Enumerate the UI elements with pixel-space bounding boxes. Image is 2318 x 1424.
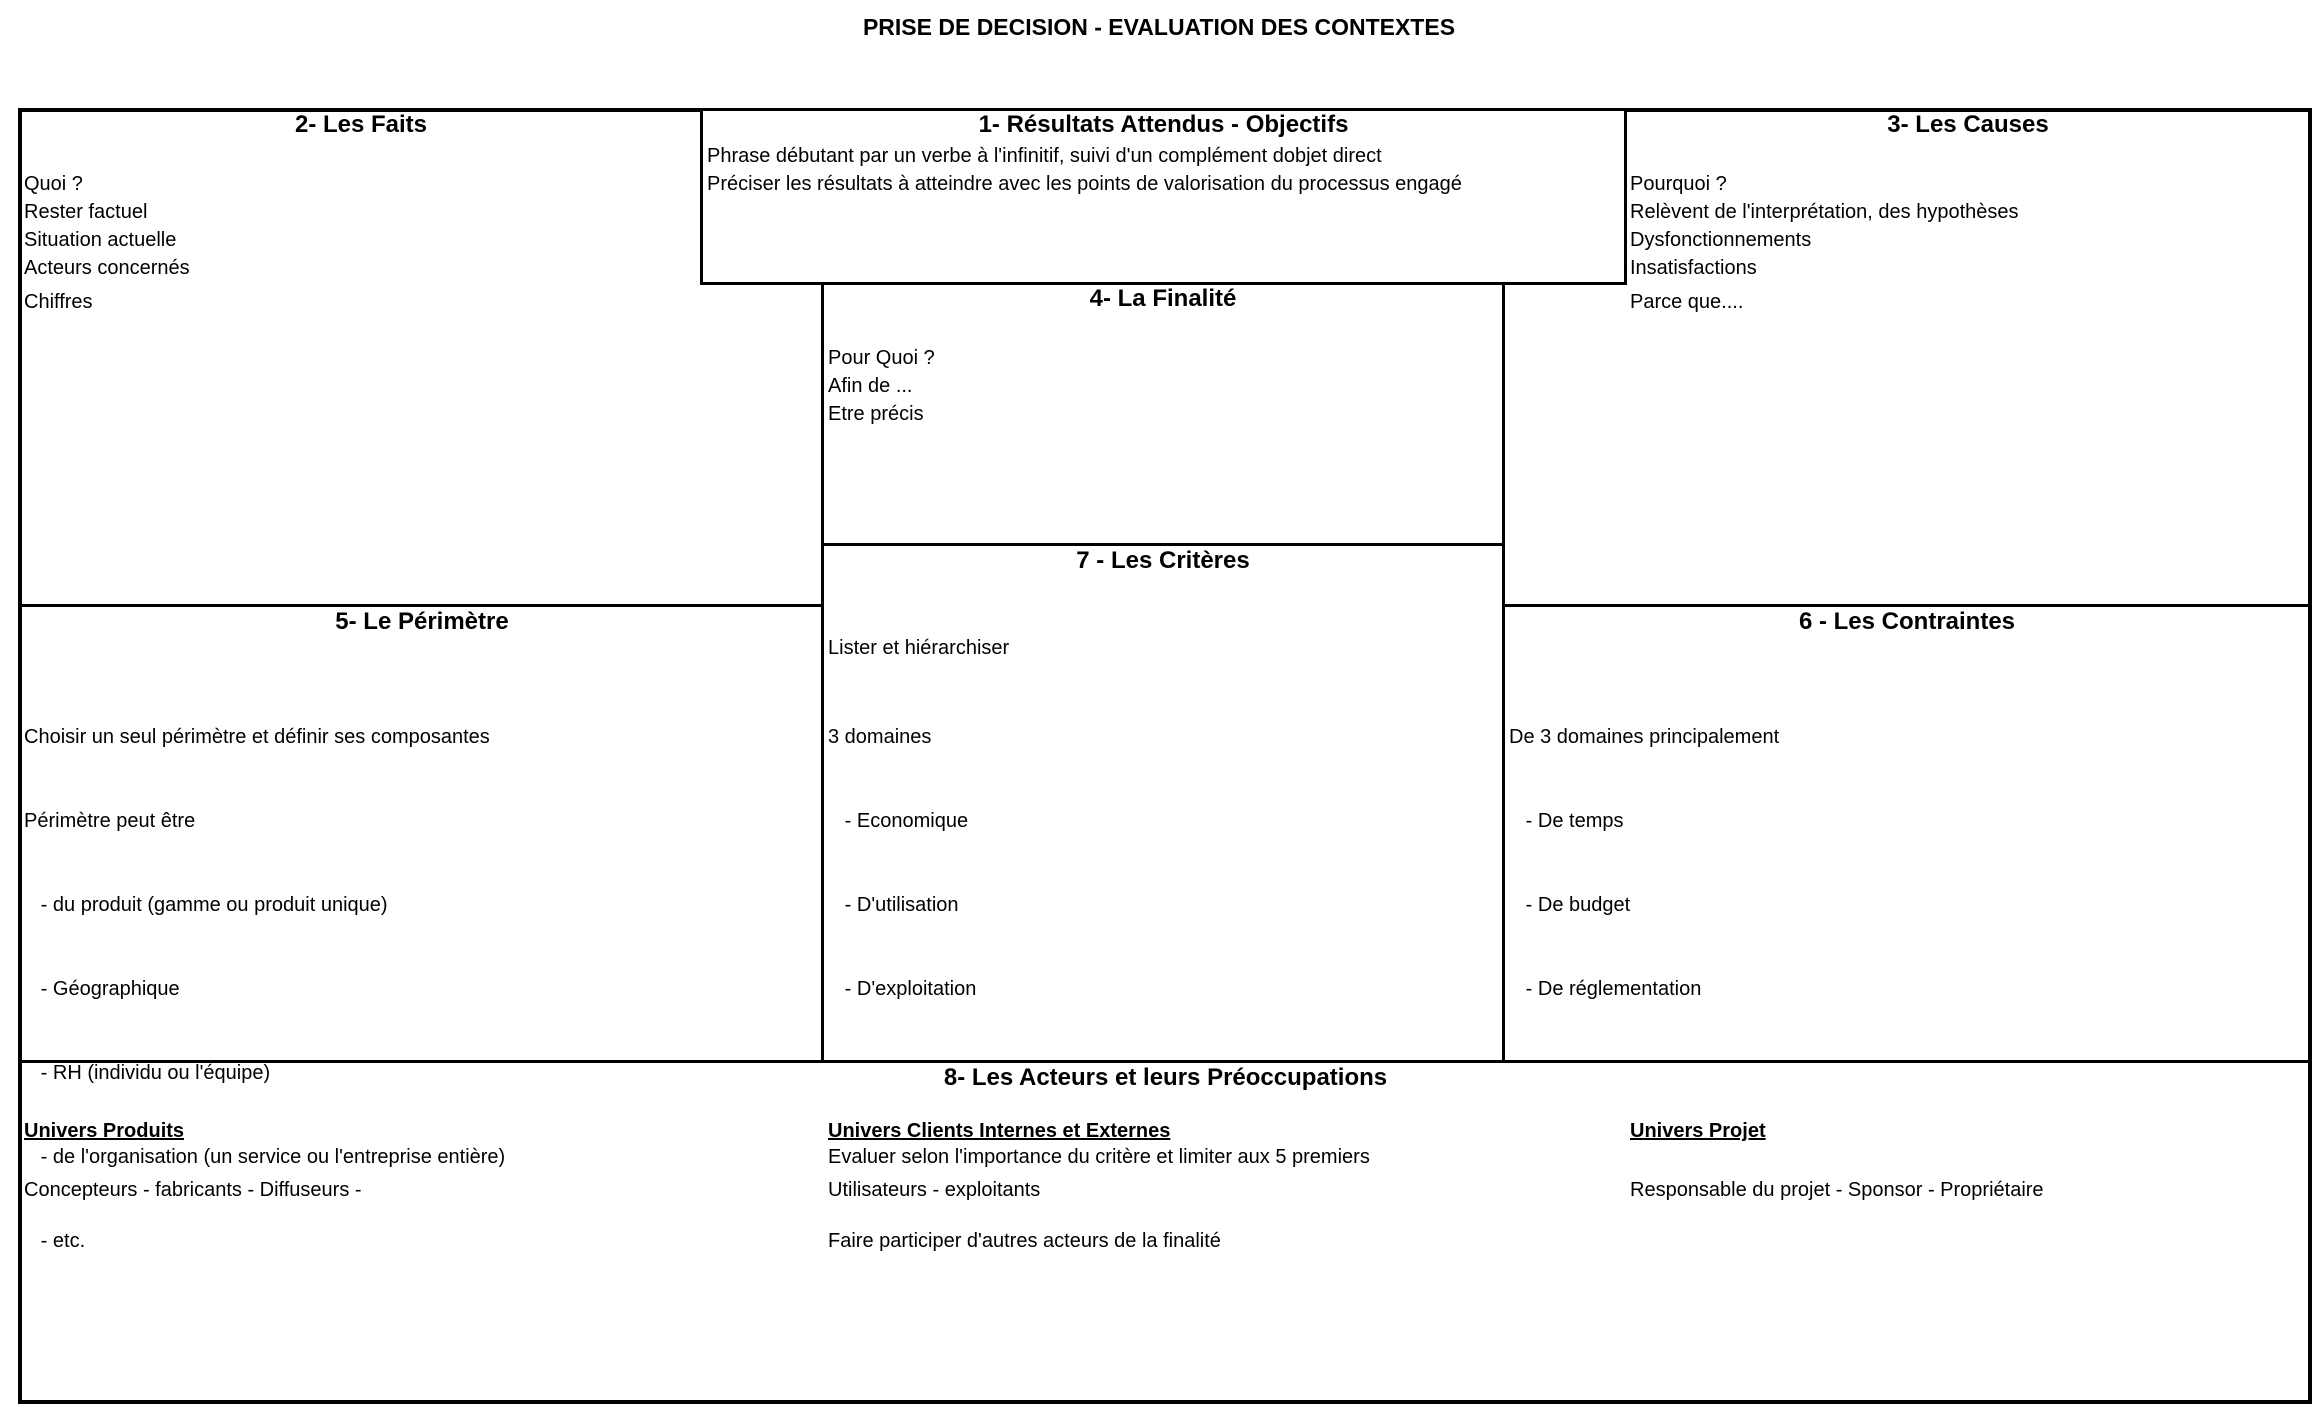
criteres-title: 7 - Les Critères — [1076, 547, 1250, 574]
divider-faits-perimetre — [18, 604, 824, 607]
divider-finalite-criteres — [822, 543, 1504, 546]
finalite-line: Afin de ... — [828, 375, 913, 397]
contraintes-line: - De budget — [1509, 894, 1631, 916]
acteurs-title: 8- Les Acteurs et leurs Préoccupations — [943, 1064, 1388, 1091]
page-title: PRISE DE DECISION - EVALUATION DES CONTEXTES — [862, 14, 1456, 40]
faits-line: Situation actuelle — [24, 229, 177, 251]
acteurs-col-heading: Univers Clients Internes et Externes — [828, 1120, 1171, 1142]
finalite-title: 4- La Finalité — [1089, 285, 1237, 312]
resultats-text — [707, 142, 1462, 198]
finalite-line: Etre précis — [828, 403, 924, 425]
divider-causes-contraintes — [1502, 604, 2312, 607]
finalite-line: Pour Quoi ? — [828, 347, 935, 369]
resultats-line: Phrase débutant par un verbe à l'infinitif, suivi d'un complément dobjet direct — [707, 145, 1382, 167]
criteres-line: - D'utilisation — [828, 894, 959, 916]
faits-line: Quoi ? — [24, 173, 83, 195]
causes-line: Insatisfactions — [1630, 257, 1757, 279]
perimetre-line: - du produit (gamme ou produit unique) — [24, 894, 388, 916]
causes-title: 3- Les Causes — [1887, 111, 2049, 138]
perimetre-line: Périmètre peut être — [24, 810, 196, 832]
causes-line: Parce que.... — [1630, 291, 1744, 313]
acteurs-col-text: Concepteurs - fabricants - Diffuseurs - — [24, 1179, 362, 1201]
perimetre-title: 5- Le Périmètre — [335, 608, 509, 635]
acteurs-col-heading: Univers Produits — [24, 1120, 185, 1142]
causes-text — [1630, 170, 2019, 316]
criteres-line: Lister et hiérarchiser — [828, 637, 1010, 659]
criteres-line: Evaluer selon l'importance du critère et limiter aux 5 premiers — [828, 1146, 1370, 1168]
resultats-title: 1- Résultats Attendus - Objectifs — [978, 111, 1349, 138]
contraintes-line: - De temps — [1509, 810, 1624, 832]
perimetre-line: - etc. — [24, 1230, 86, 1252]
faits-text — [24, 170, 190, 316]
finalite-text — [828, 344, 935, 428]
resultats-line: Préciser les résultats à atteindre avec les points de valorisation du processus engagé — [707, 173, 1462, 195]
causes-line: Pourquoi ? — [1630, 173, 1727, 195]
perimetre-line: Choisir un seul périmètre et définir ses composantes — [24, 726, 490, 748]
causes-line: Dysfonctionnements — [1630, 229, 1812, 251]
perimetre-line: - de l'organisation (un service ou l'entreprise entière) — [24, 1146, 506, 1168]
divider-left-center — [821, 283, 824, 1062]
acteurs-col-heading: Univers Projet — [1630, 1120, 1766, 1142]
criteres-line: - Economique — [828, 810, 969, 832]
acteurs-col-text: Utilisateurs - exploitants — [828, 1179, 1041, 1201]
contraintes-line: - De réglementation — [1509, 978, 1702, 1000]
criteres-line: - D'exploitation — [828, 978, 977, 1000]
perimetre-line: - RH (individu ou l'équipe) — [24, 1062, 271, 1084]
acteurs-col-text: Responsable du projet - Sponsor - Propriétaire — [1630, 1179, 2044, 1201]
divider-center-right — [1502, 283, 1505, 1062]
criteres-line: Faire participer d'autres acteurs de la finalité — [828, 1230, 1221, 1252]
contraintes-title: 6 - Les Contraintes — [1798, 608, 2016, 635]
faits-line: Chiffres — [24, 291, 93, 313]
faits-line: Rester factuel — [24, 201, 148, 223]
contraintes-text — [1509, 667, 1779, 1031]
perimetre-line: - Géographique — [24, 978, 180, 1000]
contraintes-line: De 3 domaines principalement — [1509, 726, 1780, 748]
criteres-line: 3 domaines — [828, 726, 932, 748]
causes-line: Relèvent de l'interprétation, des hypothèses — [1630, 201, 2019, 223]
faits-line: Acteurs concernés — [24, 257, 190, 279]
faits-title: 2- Les Faits — [294, 111, 428, 138]
